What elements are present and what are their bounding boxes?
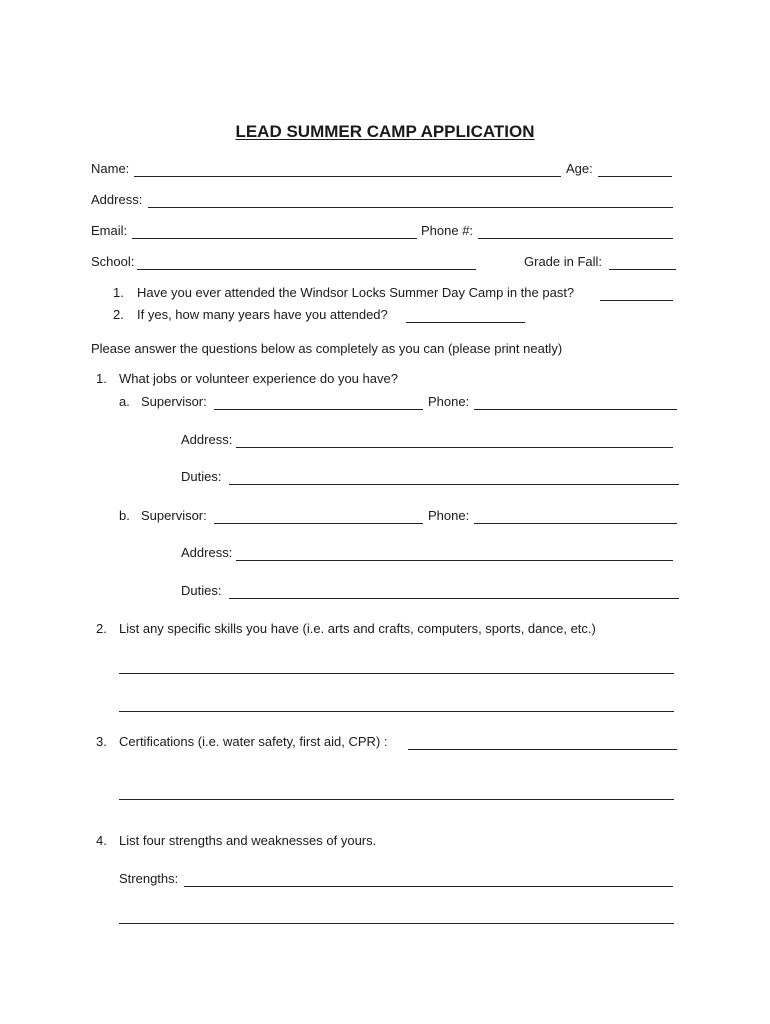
q4-strengths-label: Strengths: (119, 871, 179, 886)
q2-answer-line-2[interactable] (119, 711, 674, 712)
q1b-address-label: Address: (181, 545, 233, 560)
intro-q2-text: If yes, how many years have you attended? (137, 307, 388, 322)
q4-strengths-line-1[interactable] (184, 886, 673, 887)
name-field[interactable] (134, 176, 561, 177)
age-field[interactable] (598, 176, 672, 177)
q2-number: 2. (96, 621, 107, 636)
name-label: Name: (91, 161, 130, 176)
q3-text: Certifications (i.e. water safety, first aid, CPR) : (119, 734, 388, 749)
intro-q1-answer[interactable] (600, 300, 673, 301)
q1a-address-label: Address: (181, 432, 233, 447)
form-title: LEAD SUMMER CAMP APPLICATION (235, 122, 535, 141)
q1a-supervisor-label: Supervisor: (141, 394, 207, 409)
grade-label: Grade in Fall: (524, 254, 603, 269)
q1b-phone-field[interactable] (474, 523, 677, 524)
email-field[interactable] (132, 238, 417, 239)
q1a-address-field[interactable] (236, 447, 673, 448)
q1b-duties-label: Duties: (181, 583, 222, 598)
q1b-phone-label: Phone: (428, 508, 470, 523)
q1a-supervisor-field[interactable] (214, 409, 423, 410)
q1b-duties-field[interactable] (229, 598, 679, 599)
q1b-address-field[interactable] (236, 560, 673, 561)
address-label: Address: (91, 192, 143, 207)
q1b-supervisor-field[interactable] (214, 523, 423, 524)
grade-field[interactable] (609, 269, 676, 270)
intro-q2-answer[interactable] (406, 322, 525, 323)
instructions: Please answer the questions below as completely as you can (please print neatly) (91, 341, 563, 356)
q4-text: List four strengths and weaknesses of yours. (119, 833, 377, 848)
q3-answer-line-1[interactable] (408, 749, 677, 750)
phone-label: Phone #: (421, 223, 474, 238)
q3-number: 3. (96, 734, 107, 749)
intro-q1-number: 1. (113, 285, 124, 300)
age-label: Age: (566, 161, 593, 176)
q1a-duties-label: Duties: (181, 469, 222, 484)
q1a-letter: a. (119, 394, 130, 409)
address-field[interactable] (148, 207, 673, 208)
school-field[interactable] (137, 269, 476, 270)
q1a-duties-field[interactable] (229, 484, 679, 485)
q1a-phone-label: Phone: (428, 394, 470, 409)
q1-text: What jobs or volunteer experience do you have? (119, 371, 398, 386)
q1b-supervisor-label: Supervisor: (141, 508, 207, 523)
q1-number: 1. (96, 371, 107, 386)
q1a-phone-field[interactable] (474, 409, 677, 410)
q4-number: 4. (96, 833, 107, 848)
q4-strengths-line-2[interactable] (119, 923, 674, 924)
intro-q1-text: Have you ever attended the Windsor Locks Summer Day Camp in the past? (137, 285, 575, 300)
q3-answer-line-2[interactable] (119, 799, 674, 800)
intro-q2-number: 2. (113, 307, 124, 322)
q2-answer-line-1[interactable] (119, 673, 674, 674)
q2-text: List any specific skills you have (i.e. arts and crafts, computers, sports, dance, etc.) (119, 621, 596, 636)
phone-field[interactable] (478, 238, 673, 239)
q1b-letter: b. (119, 508, 130, 523)
email-label: Email: (91, 223, 128, 238)
school-label: School: (91, 254, 135, 269)
